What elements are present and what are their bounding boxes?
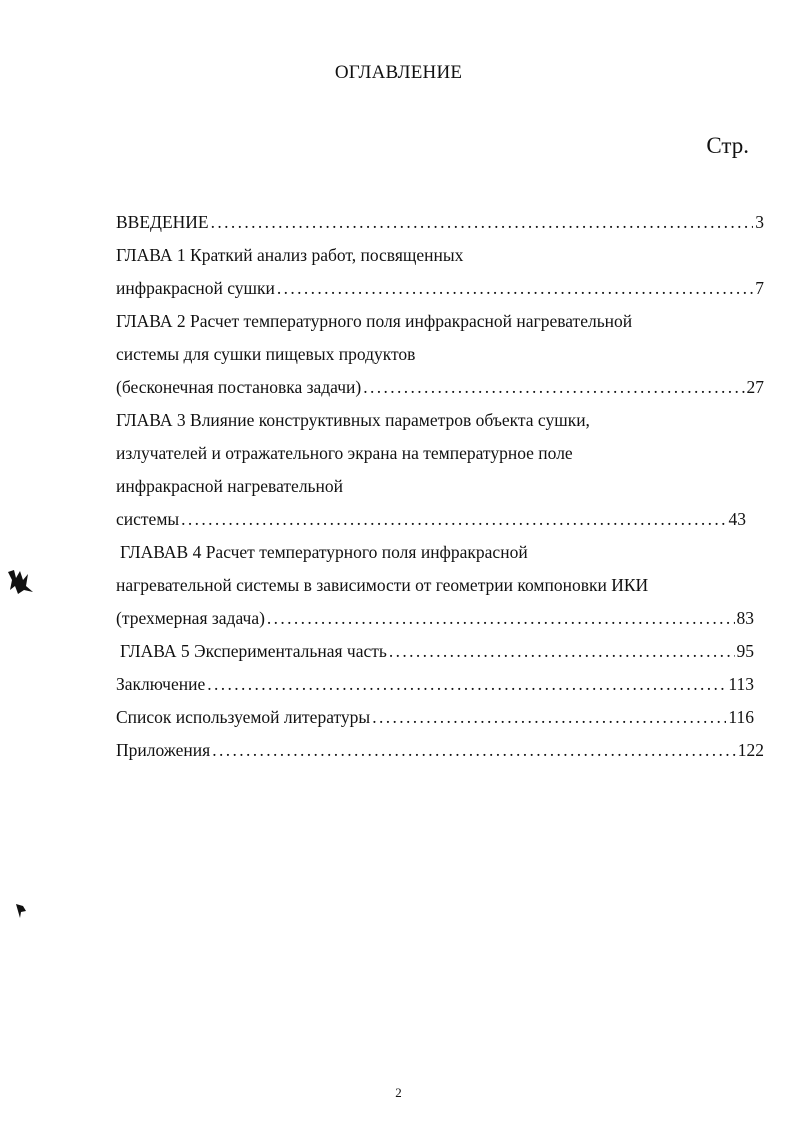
toc-entry-chapter-3[interactable] bbox=[116, 503, 746, 536]
toc-entry-label: Приложения bbox=[116, 740, 211, 760]
toc-entry-page: 83 bbox=[736, 608, 754, 628]
toc-entry-chapter-3-line: излучателей и отражательного экрана на температурное поле bbox=[116, 443, 573, 463]
dot-leader bbox=[389, 635, 735, 668]
toc-entry-page: 113 bbox=[728, 674, 754, 694]
toc-entry-chapter-3-line: ГЛАВА 3 Влияние конструктивных параметров объекта сушки, bbox=[116, 410, 590, 430]
toc-entry-chapter-4-line: ГЛАВАВ 4 Расчет температурного поля инфракрасной bbox=[120, 542, 528, 562]
dot-leader bbox=[211, 206, 754, 239]
page-column-label: Стр. bbox=[706, 133, 749, 158]
dot-leader bbox=[363, 371, 744, 404]
toc-entry-label: инфракрасной сушки bbox=[116, 278, 275, 298]
toc-entry-chapter-2[interactable] bbox=[116, 371, 764, 404]
toc-entry-chapter-4-line: нагревательной системы в зависимости от геометрии компоновки ИКИ bbox=[116, 575, 649, 595]
toc-entry-page: 7 bbox=[755, 278, 764, 298]
toc-entry-chapter-1-line: ГЛАВА 1 Краткий анализ работ, посвященных bbox=[116, 245, 464, 265]
document-title: ОГЛАВЛЕНИЕ bbox=[334, 62, 463, 83]
toc-entry-appendices[interactable] bbox=[116, 734, 764, 767]
dot-leader bbox=[181, 503, 726, 536]
toc-entry-page: 95 bbox=[736, 641, 754, 661]
table-of-contents bbox=[116, 206, 764, 767]
toc-entry-label: ВВЕДЕНИЕ bbox=[116, 212, 209, 232]
toc-entry-chapter-1[interactable] bbox=[116, 272, 764, 305]
toc-entry-chapter-2-line: ГЛАВА 2 Расчет температурного поля инфракрасной нагревательной bbox=[116, 311, 633, 331]
dot-leader bbox=[207, 668, 726, 701]
toc-entry-chapter-5[interactable] bbox=[116, 635, 754, 668]
scan-blot-mark bbox=[6, 568, 36, 596]
toc-entry-label: (бесконечная постановка задачи) bbox=[116, 377, 362, 397]
dot-leader bbox=[277, 272, 753, 305]
toc-entry-chapter-2-line: системы для сушки пищевых продуктов bbox=[116, 344, 416, 364]
scan-speck-mark bbox=[14, 902, 28, 920]
toc-entry-references[interactable] bbox=[116, 701, 754, 734]
toc-entry-label: Список используемой литературы bbox=[116, 707, 371, 727]
toc-entry-page: 122 bbox=[737, 740, 764, 760]
toc-entry-page: 43 bbox=[728, 509, 746, 529]
toc-entry-chapter-3-line: инфракрасной нагревательной bbox=[116, 476, 344, 496]
toc-entry-label: Заключение bbox=[116, 674, 206, 694]
toc-entry-label: ГЛАВА 5 Экспериментальная часть bbox=[120, 641, 387, 661]
toc-entry-conclusion[interactable] bbox=[116, 668, 754, 701]
toc-entry-chapter-4[interactable] bbox=[116, 602, 754, 635]
toc-entry-label: системы bbox=[116, 509, 180, 529]
dot-leader bbox=[372, 701, 726, 734]
toc-entry-introduction[interactable] bbox=[116, 206, 764, 239]
toc-entry-page: 3 bbox=[755, 212, 764, 232]
page-number: 2 bbox=[395, 1085, 402, 1100]
dot-leader bbox=[267, 602, 735, 635]
toc-entry-page: 27 bbox=[746, 377, 764, 397]
toc-entry-page: 116 bbox=[728, 707, 754, 727]
toc-entry-label: (трехмерная задача) bbox=[116, 608, 265, 628]
dot-leader bbox=[212, 734, 736, 767]
